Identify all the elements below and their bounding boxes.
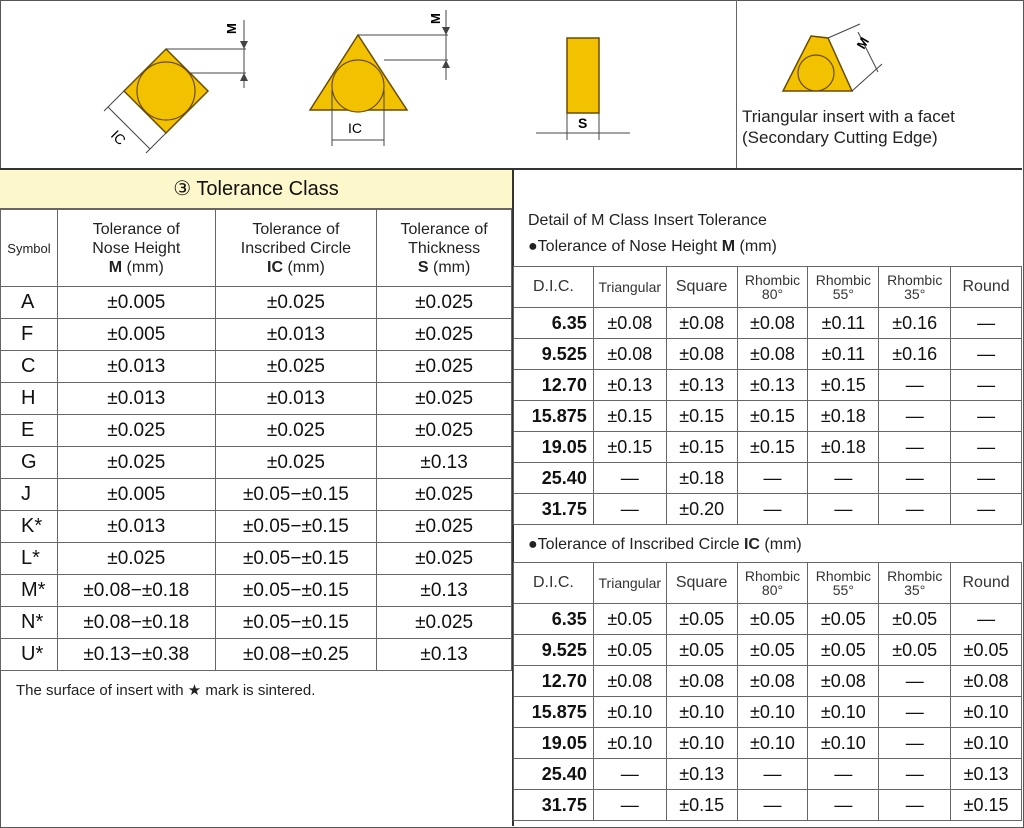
tolerance-cell: — — [808, 759, 879, 790]
tolerance-cell: — — [808, 790, 879, 821]
dic-cell: 6.35 — [514, 308, 594, 339]
tolerance-cell: ±0.08 — [737, 666, 808, 697]
tolerance-row — [1, 415, 512, 447]
tolerance-cell: ±0.13 — [666, 370, 737, 401]
tolerance-row — [1, 319, 512, 351]
inscribed-circle-cell: ±0.013 — [215, 319, 377, 351]
tolerance-cell: — — [737, 790, 808, 821]
tolerance-row — [1, 607, 512, 639]
insert-diagrams — [0, 0, 1022, 170]
tolerance-cell: ±0.10 — [808, 728, 879, 759]
tolerance-cell: ±0.10 — [737, 697, 808, 728]
inscribed-circle-cell: ±0.05−±0.15 — [215, 607, 377, 639]
svg-text:M: M — [853, 34, 873, 52]
inscribed-circle-cell: ±0.025 — [215, 415, 377, 447]
tolerance-cell: ±0.15 — [666, 432, 737, 463]
symbol-cell: H — [1, 383, 58, 415]
tolerance-cell: ±0.11 — [808, 308, 879, 339]
tolerance-cell: ±0.13 — [737, 370, 808, 401]
symbol-cell: E — [1, 415, 58, 447]
col-triangular: Triangular — [593, 267, 666, 308]
tolerance-row — [1, 511, 512, 543]
triangle-insert-diagram — [310, 10, 450, 146]
facet-caption — [742, 106, 955, 148]
thickness-cell: ±0.025 — [377, 287, 512, 319]
table-row — [514, 790, 1022, 821]
col-round: Round — [951, 267, 1022, 308]
tolerance-cell: — — [951, 308, 1022, 339]
table-row — [514, 697, 1022, 728]
tolerance-cell: — — [737, 494, 808, 525]
tolerance-cell: ±0.05 — [879, 604, 951, 635]
tolerance-cell: — — [808, 463, 879, 494]
dic-cell: 12.70 — [514, 370, 594, 401]
tolerance-row — [1, 447, 512, 479]
thickness-cell: ±0.025 — [377, 543, 512, 575]
tolerance-cell: ±0.20 — [666, 494, 737, 525]
tolerance-cell: — — [879, 759, 951, 790]
thickness-cell: ±0.025 — [377, 479, 512, 511]
inscribed-circle-cell: ±0.05−±0.15 — [215, 575, 377, 607]
dic-cell: 31.75 — [514, 494, 594, 525]
tolerance-cell: — — [951, 604, 1022, 635]
tolerance-cell: ±0.13 — [666, 759, 737, 790]
col-round: Round — [951, 563, 1022, 604]
table-row — [514, 463, 1022, 494]
tolerance-cell: ±0.10 — [666, 697, 737, 728]
svg-text:S: S — [578, 115, 588, 131]
tolerance-cell: ±0.05 — [593, 604, 666, 635]
tolerance-cell: — — [951, 432, 1022, 463]
svg-text:IC: IC — [348, 120, 362, 136]
symbol-cell: A — [1, 287, 58, 319]
nose-height-cell: ±0.013 — [57, 351, 215, 383]
dic-cell: 25.40 — [514, 759, 594, 790]
inscribed-circle-cell: ±0.013 — [215, 383, 377, 415]
col-symbol: Symbol — [1, 210, 58, 287]
tolerance-row — [1, 479, 512, 511]
thickness-cell: ±0.025 — [377, 383, 512, 415]
inscribed-circle-cell: ±0.025 — [215, 447, 377, 479]
facet-insert-diagram — [783, 24, 882, 91]
tolerance-cell: — — [593, 494, 666, 525]
table-row — [514, 666, 1022, 697]
tolerance-cell: ±0.15 — [808, 370, 879, 401]
col-rhombic-80: Rhombic 80° — [737, 563, 808, 604]
tolerance-cell: ±0.16 — [879, 339, 951, 370]
tolerance-cell: — — [879, 790, 951, 821]
tolerance-cell: — — [593, 463, 666, 494]
tolerance-cell: — — [593, 759, 666, 790]
tolerance-cell: ±0.13 — [593, 370, 666, 401]
table-row — [514, 635, 1022, 666]
nose-height-cell: ±0.025 — [57, 447, 215, 479]
tolerance-cell: ±0.15 — [593, 401, 666, 432]
inscribed-circle-cell: ±0.05−±0.15 — [215, 511, 377, 543]
tolerance-cell: ±0.08 — [593, 666, 666, 697]
col-rhombic-35: Rhombic 35° — [879, 267, 951, 308]
symbol-cell: F — [1, 319, 58, 351]
symbol-cell: M* — [1, 575, 58, 607]
tolerance-cell: — — [879, 728, 951, 759]
tolerance-cell: ±0.05 — [666, 635, 737, 666]
inscribed-circle-cell: ±0.05−±0.15 — [215, 479, 377, 511]
tolerance-cell: ±0.10 — [951, 697, 1022, 728]
tolerance-cell: ±0.10 — [737, 728, 808, 759]
tolerance-cell: ±0.05 — [593, 635, 666, 666]
tolerance-cell: ±0.16 — [879, 308, 951, 339]
tolerance-cell: — — [879, 401, 951, 432]
svg-text:M: M — [428, 13, 443, 24]
table-row — [514, 494, 1022, 525]
col-rhombic-80: Rhombic 80° — [737, 267, 808, 308]
col-inscribed-circle: Tolerance of Inscribed Circle IC (mm) — [215, 210, 377, 287]
nose-height-table — [513, 266, 1022, 525]
nose-height-cell: ±0.13−±0.38 — [57, 639, 215, 671]
svg-text:IC: IC — [107, 126, 130, 149]
table-row — [514, 401, 1022, 432]
tolerance-cell: ±0.08 — [951, 666, 1022, 697]
tolerance-cell: — — [951, 463, 1022, 494]
tolerance-cell: ±0.08 — [666, 339, 737, 370]
table-row — [514, 339, 1022, 370]
tolerance-row — [1, 351, 512, 383]
tolerance-cell: ±0.05 — [951, 635, 1022, 666]
dic-cell: 19.05 — [514, 432, 594, 463]
tolerance-cell: ±0.15 — [737, 401, 808, 432]
symbol-cell: L* — [1, 543, 58, 575]
col-triangular: Triangular — [593, 563, 666, 604]
tolerance-cell: ±0.05 — [808, 635, 879, 666]
tolerance-cell: ±0.18 — [808, 401, 879, 432]
tolerance-cell: ±0.05 — [879, 635, 951, 666]
symbol-cell: N* — [1, 607, 58, 639]
dic-cell: 15.875 — [514, 697, 594, 728]
tolerance-cell: — — [593, 790, 666, 821]
tolerance-cell: ±0.08 — [593, 339, 666, 370]
tolerance-cell: ±0.05 — [666, 604, 737, 635]
tolerance-cell: ±0.15 — [951, 790, 1022, 821]
tolerance-cell: ±0.11 — [808, 339, 879, 370]
dic-cell: 12.70 — [514, 666, 594, 697]
table-row — [514, 759, 1022, 790]
thickness-cell: ±0.025 — [377, 415, 512, 447]
tolerance-cell: ±0.08 — [737, 308, 808, 339]
col-nose-height: Tolerance of Nose Height M (mm) — [57, 210, 215, 287]
tolerance-cell: ±0.10 — [951, 728, 1022, 759]
thickness-cell: ±0.025 — [377, 511, 512, 543]
col-square: Square — [666, 563, 737, 604]
tolerance-cell: ±0.05 — [808, 604, 879, 635]
thickness-diagram — [536, 38, 630, 140]
tolerance-cell: — — [737, 759, 808, 790]
nose-height-cell: ±0.025 — [57, 543, 215, 575]
thickness-cell: ±0.025 — [377, 607, 512, 639]
tolerance-row — [1, 383, 512, 415]
tolerance-cell: — — [951, 494, 1022, 525]
tolerance-cell: — — [951, 401, 1022, 432]
tolerance-cell: ±0.10 — [593, 728, 666, 759]
dic-cell: 9.525 — [514, 339, 594, 370]
dic-cell: 15.875 — [514, 401, 594, 432]
nose-height-title: ●Tolerance of Nose Height M (mm) — [528, 238, 777, 255]
symbol-cell: U* — [1, 639, 58, 671]
tolerance-cell: — — [951, 339, 1022, 370]
tolerance-cell: ±0.08 — [666, 308, 737, 339]
tolerance-class-table — [0, 209, 512, 671]
table-row — [514, 728, 1022, 759]
tolerance-cell: — — [879, 432, 951, 463]
tolerance-cell: ±0.08 — [593, 308, 666, 339]
dic-cell: 6.35 — [514, 604, 594, 635]
col-square: Square — [666, 267, 737, 308]
nose-height-cell: ±0.08−±0.18 — [57, 575, 215, 607]
diagram-divider — [736, 0, 737, 168]
tolerance-cell: ±0.18 — [808, 432, 879, 463]
tolerance-cell: ±0.15 — [666, 401, 737, 432]
thickness-cell: ±0.025 — [377, 319, 512, 351]
tolerance-cell: ±0.15 — [737, 432, 808, 463]
dic-cell: 25.40 — [514, 463, 594, 494]
symbol-cell: C — [1, 351, 58, 383]
tolerance-cell: ±0.08 — [737, 339, 808, 370]
tolerance-cell: ±0.08 — [808, 666, 879, 697]
inscribed-circle-table — [513, 562, 1022, 821]
inscribed-circle-cell: ±0.025 — [215, 351, 377, 383]
inscribed-circle-cell: ±0.025 — [215, 287, 377, 319]
symbol-cell: J — [1, 479, 58, 511]
dic-cell: 31.75 — [514, 790, 594, 821]
nose-height-cell: ±0.025 — [57, 415, 215, 447]
tolerance-row — [1, 575, 512, 607]
tolerance-cell: — — [951, 370, 1022, 401]
nose-height-cell: ±0.013 — [57, 383, 215, 415]
symbol-cell: G — [1, 447, 58, 479]
tolerance-cell: — — [879, 463, 951, 494]
thickness-cell: ±0.025 — [377, 351, 512, 383]
table-row — [514, 308, 1022, 339]
tolerance-cell: ±0.15 — [593, 432, 666, 463]
inscribed-circle-cell: ±0.05−±0.15 — [215, 543, 377, 575]
nose-height-cell: ±0.08−±0.18 — [57, 607, 215, 639]
col-rhombic-55: Rhombic 55° — [808, 267, 879, 308]
tolerance-cell: ±0.08 — [666, 666, 737, 697]
col-rhombic-35: Rhombic 35° — [879, 563, 951, 604]
col-dic: D.I.C. — [514, 563, 594, 604]
thickness-cell: ±0.13 — [377, 575, 512, 607]
col-rhombic-55: Rhombic 55° — [808, 563, 879, 604]
tolerance-cell: ±0.13 — [951, 759, 1022, 790]
m-class-title: Detail of M Class Insert Tolerance — [528, 212, 767, 229]
tolerance-row — [1, 639, 512, 671]
tolerance-cell: ±0.05 — [737, 635, 808, 666]
dic-cell: 19.05 — [514, 728, 594, 759]
svg-text:M: M — [224, 23, 239, 34]
tolerance-cell: — — [879, 666, 951, 697]
nose-height-cell: ±0.005 — [57, 287, 215, 319]
col-thickness: Tolerance of Thickness S (mm) — [377, 210, 512, 287]
facet-caption-line2: (Secondary Cutting Edge) — [742, 128, 938, 147]
dic-cell: 9.525 — [514, 635, 594, 666]
tolerance-cell: ±0.10 — [593, 697, 666, 728]
tolerance-cell: ±0.18 — [666, 463, 737, 494]
tolerance-cell: ±0.15 — [666, 790, 737, 821]
table-row — [514, 432, 1022, 463]
tolerance-row — [1, 543, 512, 575]
tolerance-cell: ±0.05 — [737, 604, 808, 635]
thickness-cell: ±0.13 — [377, 639, 512, 671]
nose-height-cell: ±0.005 — [57, 479, 215, 511]
tolerance-row — [1, 287, 512, 319]
tolerance-cell: — — [879, 370, 951, 401]
tolerance-cell: — — [808, 494, 879, 525]
tolerance-cell: — — [737, 463, 808, 494]
sintered-note: The surface of insert with ★ mark is sintered. — [16, 682, 316, 699]
table-row — [514, 604, 1022, 635]
tolerance-cell: — — [879, 494, 951, 525]
tolerance-cell: ±0.10 — [808, 697, 879, 728]
square-insert-diagram — [104, 20, 248, 153]
table-row — [514, 370, 1022, 401]
tolerance-cell: — — [879, 697, 951, 728]
thickness-cell: ±0.13 — [377, 447, 512, 479]
inscribed-circle-cell: ±0.08−±0.25 — [215, 639, 377, 671]
symbol-cell: K* — [1, 511, 58, 543]
facet-caption-line1: Triangular insert with a facet — [742, 107, 955, 126]
nose-height-cell: ±0.013 — [57, 511, 215, 543]
nose-height-cell: ±0.005 — [57, 319, 215, 351]
tolerance-class-title: ③ Tolerance Class — [0, 170, 512, 209]
inscribed-circle-title: ●Tolerance of Inscribed Circle IC (mm) — [528, 536, 802, 553]
tolerance-cell: ±0.10 — [666, 728, 737, 759]
col-dic: D.I.C. — [514, 267, 594, 308]
